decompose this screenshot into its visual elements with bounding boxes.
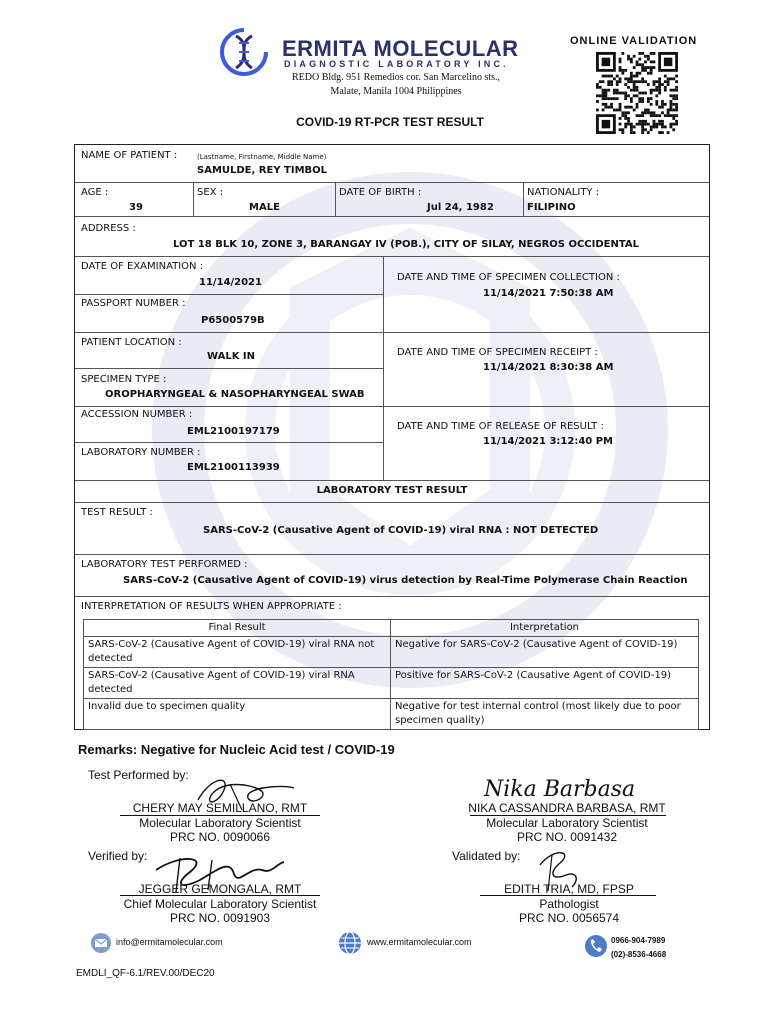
test-result-value: SARS-CoV-2 (Causative Agent of COVID-19) viral RNA : NOT DETECTED xyxy=(203,525,599,536)
table-row xyxy=(84,637,699,668)
section-title: LABORATORY TEST RESULT xyxy=(316,485,468,496)
patient-dob: Jul 24, 1982 xyxy=(427,202,494,213)
table-header-final-result: Final Result xyxy=(84,620,391,637)
divider-age-sex xyxy=(193,183,194,217)
name-hint: (Lastname, Firstname, Middle Name) xyxy=(197,153,327,161)
performed-by-label: Test Performed by: xyxy=(88,768,189,782)
table-cell: Invalid due to specimen quality xyxy=(84,699,391,730)
company-logo-icon xyxy=(218,26,270,78)
verified-role: Chief Molecular Laboratory Scientist xyxy=(123,897,317,911)
performed-label: LABORATORY TEST PERFORMED : xyxy=(81,559,248,570)
validated-prc: PRC NO. 0056574 xyxy=(518,911,620,925)
sex-label: SEX : xyxy=(197,187,224,198)
footer-phone-1[interactable]: 0966-904-7989 xyxy=(611,936,666,945)
location-label: PATIENT LOCATION : xyxy=(81,337,182,348)
second-prc: PRC NO. 0091432 xyxy=(516,830,618,844)
remarks: Remarks: Negative for Nucleic Acid test / COVID-19 xyxy=(78,742,395,757)
verified-role-block xyxy=(112,897,328,925)
validated-role: Pathologist xyxy=(539,897,599,911)
form-code: EMDLI_QF-6.1/REV.00/DEC20 xyxy=(76,968,215,979)
validated-signature-line xyxy=(480,895,656,896)
dob-label: DATE OF BIRTH : xyxy=(339,187,422,198)
table-header-row xyxy=(84,620,699,637)
exam-date-label: DATE OF EXAMINATION : xyxy=(81,261,204,272)
verified-prc: PRC NO. 0091903 xyxy=(169,911,271,925)
second-role: Molecular Laboratory Scientist xyxy=(486,816,648,830)
address-label: ADDRESS : xyxy=(81,223,136,234)
performed-role: Molecular Laboratory Scientist xyxy=(139,816,301,830)
table-header-interpretation: Interpretation xyxy=(391,620,699,637)
divider-middle xyxy=(383,257,384,481)
table-cell: SARS-CoV-2 (Causative Agent of COVID-19) viral RNA detected xyxy=(84,668,391,699)
receipt-datetime: 11/14/2021 8:30:38 AM xyxy=(483,362,614,373)
email-icon xyxy=(90,932,112,954)
performed-value: SARS-CoV-2 (Causative Agent of COVID-19) virus detection by Real-Time Polymerase Chain Reaction xyxy=(123,575,688,586)
footer-phone-2[interactable]: (02)-8536-4668 xyxy=(611,950,667,959)
address-line-2: Malate, Manila 1004 Philippines xyxy=(330,86,462,97)
online-validation-label: ONLINE VALIDATION xyxy=(570,35,698,47)
specimen-type: OROPHARYNGEAL & NASOPHARYNGEAL SWAB xyxy=(105,389,365,400)
accession-label: ACCESSION NUMBER : xyxy=(81,409,193,420)
divider-dob-nationality xyxy=(523,183,524,217)
interpretation-label: INTERPRETATION OF RESULTS WHEN APPROPRIATE : xyxy=(81,601,342,612)
performed-prc: PRC NO. 0090066 xyxy=(169,830,271,844)
table-cell: SARS-CoV-2 (Causative Agent of COVID-19) viral RNA not detected xyxy=(84,637,391,668)
phone-icon xyxy=(584,934,608,958)
release-datetime: 11/14/2021 3:12:40 PM xyxy=(483,436,613,447)
table-row xyxy=(84,699,699,730)
age-label: AGE : xyxy=(81,187,109,198)
performed-role-block xyxy=(112,816,328,844)
verified-signature-line xyxy=(120,895,320,896)
row-address xyxy=(75,217,709,257)
patient-name: SAMULDE, REY TIMBOL xyxy=(197,165,328,176)
qr-code-icon[interactable] xyxy=(596,52,678,134)
release-label: DATE AND TIME OF RELEASE OF RESULT : xyxy=(397,421,604,432)
lab-number-label: LABORATORY NUMBER : xyxy=(81,447,201,458)
table-cell: Negative for test internal control (most likely due to poor specimen quality) xyxy=(391,699,699,730)
company-subtitle: DIAGNOSTIC LABORATORY INC. xyxy=(284,59,509,69)
exam-date: 11/14/2021 xyxy=(199,277,262,288)
company-name: ERMITA MOLECULAR xyxy=(282,36,519,61)
table-cell: Positive for SARS-CoV-2 (Causative Agent of COVID-19) xyxy=(391,668,699,699)
performed-name: CHERY MAY SEMILLANO, RMT xyxy=(132,801,308,815)
second-role-block xyxy=(452,816,682,844)
nationality-label: NATIONALITY : xyxy=(527,187,600,198)
interpretation-table xyxy=(83,619,699,730)
document-title: COVID-19 RT-PCR TEST RESULT xyxy=(296,115,484,129)
lab-number: EML2100113939 xyxy=(187,462,280,473)
name-label: NAME OF PATIENT : xyxy=(81,150,178,161)
verified-name: JEGGER GEMONGALA, RMT xyxy=(138,882,302,896)
patient-sex: MALE xyxy=(249,202,280,213)
receipt-label: DATE AND TIME OF SPECIMEN RECEIPT : xyxy=(397,347,598,358)
patient-age: 39 xyxy=(129,202,143,213)
test-result-label: TEST RESULT : xyxy=(81,507,153,518)
signature-second-icon xyxy=(478,762,636,806)
table-cell: Negative for SARS-CoV-2 (Causative Agent of COVID-19) xyxy=(391,637,699,668)
signature-second-text: Nika Barbasa xyxy=(484,777,636,802)
validated-name: EDITH TRIA, MD, FPSP xyxy=(504,882,634,896)
patient-nationality: FILIPINO xyxy=(527,202,576,213)
globe-icon xyxy=(338,931,362,955)
patient-location: WALK IN xyxy=(207,351,256,362)
company-address xyxy=(276,71,516,99)
second-name: NIKA CASSANDRA BARBASA, RMT xyxy=(468,801,666,815)
verified-by-label: Verified by: xyxy=(88,849,148,863)
specimen-label: SPECIMEN TYPE : xyxy=(81,374,167,385)
footer-phones xyxy=(611,934,666,962)
footer-email[interactable]: info@ermitamolecular.com xyxy=(116,937,223,947)
validated-by-label: Validated by: xyxy=(452,849,521,863)
collection-datetime: 11/14/2021 7:50:38 AM xyxy=(483,288,614,299)
divider-sex-dob xyxy=(335,183,336,217)
passport-label: PASSPORT NUMBER : xyxy=(81,298,186,309)
collection-label: DATE AND TIME OF SPECIMEN COLLECTION : xyxy=(397,272,620,283)
patient-result-form xyxy=(74,144,710,730)
validated-role-block xyxy=(456,897,682,925)
address-line-1: REDO Bldg. 951 Remedios cor. San Marcelino sts., xyxy=(291,72,501,83)
passport-number: P6500579B xyxy=(201,315,265,326)
patient-address: LOT 18 BLK 10, ZONE 3, BARANGAY IV (POB.), CITY OF SILAY, NEGROS OCCIDENTAL xyxy=(173,239,640,250)
footer-website[interactable]: www.ermitamolecular.com xyxy=(367,937,472,947)
table-row xyxy=(84,668,699,699)
accession-number: EML2100197179 xyxy=(187,426,280,437)
